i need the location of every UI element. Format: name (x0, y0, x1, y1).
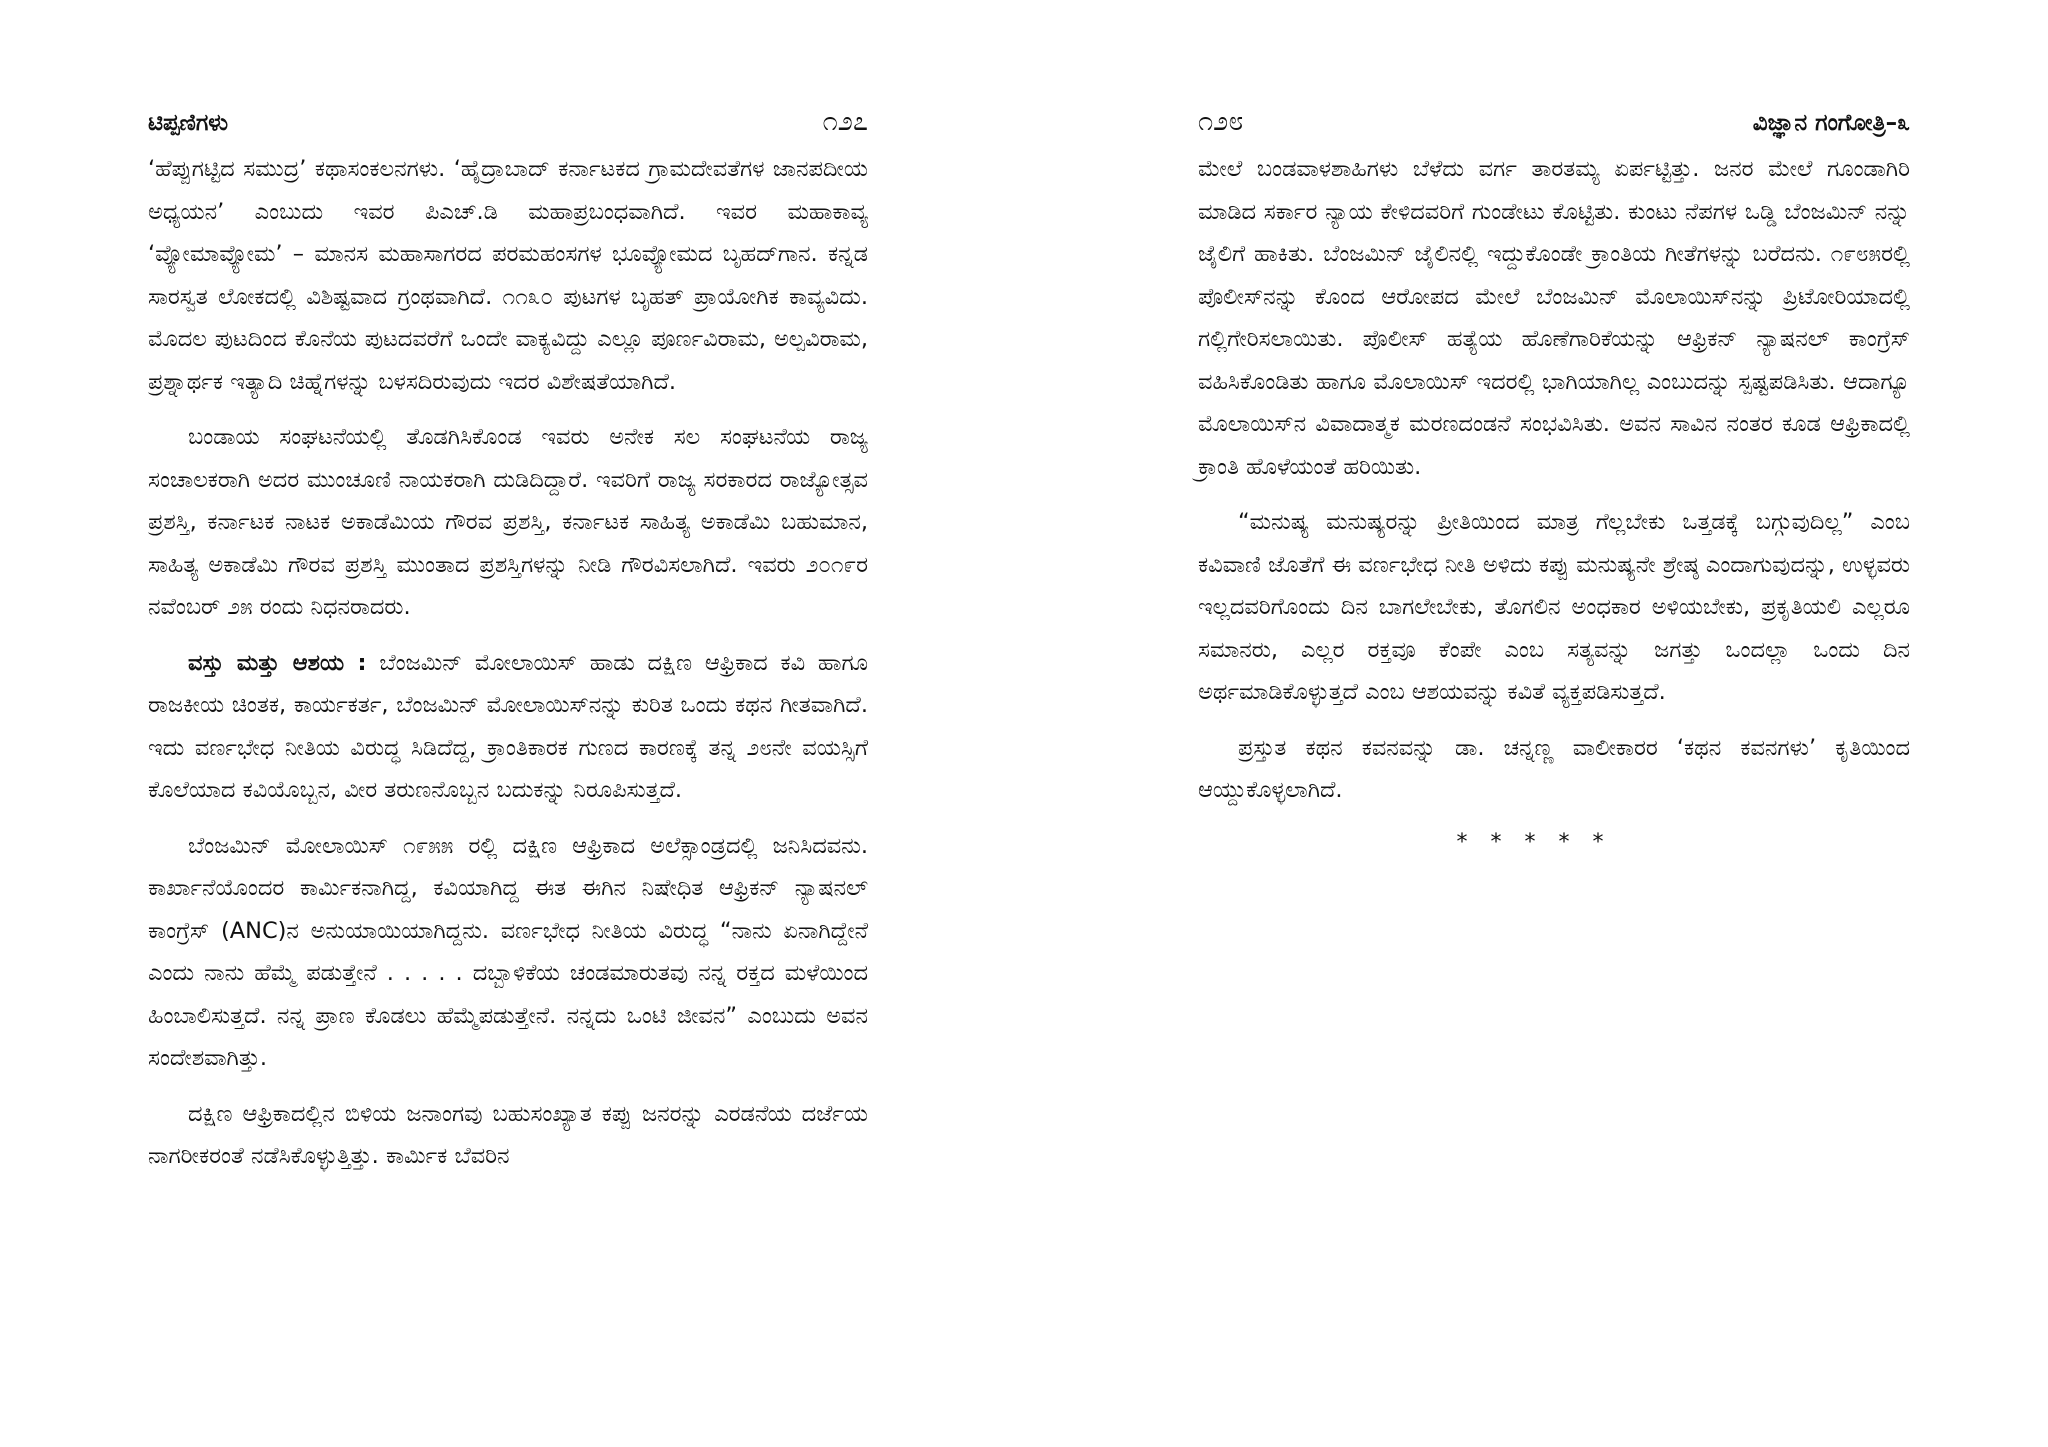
right-page-number: ೧೨೮ (1198, 106, 1244, 137)
paragraph: ‘ಹೆಪ್ಪುಗಟ್ಟಿದ ಸಮುದ್ರ’ ಕಥಾಸಂಕಲನಗಳು. ‘ಹೈದ್ರಾಬಾದ್ ಕರ್ನಾಟಕದ ಗ್ರಾಮದೇವತೆಗಳ ಜಾನಪದೀಯ ಅಧ್ಯಯನ’ ಎಂಬುದು ಇವರ ಪಿಎಚ್.ಡಿ ಮಹಾಪ್ರಬಂಧವಾಗಿದೆ. ಇವರ ಮಹಾಕಾವ್ಯ ‘ವ್ಯೋಮಾವ್ಯೋಮ’ – ಮಾನಸ ಮಹಾಸಾಗರದ ಪರಮಹಂಸಗಳ ಭೂವ್ಯೋಮದ ಬೃಹದ್‌ಗಾನ. ಕನ್ನಡ ಸಾರಸ್ವತ ಲೋಕದಲ್ಲಿ ವಿಶಿಷ್ಟವಾದ ಗ್ರಂಥವಾಗಿದೆ. ೧೧೩೦ ಪುಟಗಳ ಬೃಹತ್ ಪ್ರಾಯೋಗಿಕ ಕಾವ್ಯವಿದು. ಮೊದಲ ಪುಟದಿಂದ ಕೊನೆಯ ಪುಟದವರೆಗೆ ಒಂದೇ ವಾಕ್ಯವಿದ್ದು ಎಲ್ಲೂ ಪೂರ್ಣವಿರಾಮ, ಅಲ್ಪವಿರಾಮ, ಪ್ರಶ್ನಾರ್ಥಕ ಇತ್ಯಾದಿ ಚಿಹ್ನೆಗಳನ್ನು ಬಳಸದಿರುವುದು ಇದರ ವಿಶೇಷತೆಯಾಗಿದೆ. (148, 156, 868, 395)
paragraph: “ಮನುಷ್ಯ ಮನುಷ್ಯರನ್ನು ಪ್ರೀತಿಯಿಂದ ಮಾತ್ರ ಗೆಲ್ಲಬೇಕು ಒತ್ತಡಕ್ಕೆ ಬಗ್ಗುವುದಿಲ್ಲ” ಎಂಬ ಕವಿವಾಣಿ ಜೊತೆಗೆ ಈ ವರ್ಣಭೇಧ ನೀತಿ ಅಳಿದು ಕಪ್ಪು ಮನುಷ್ಯನೇ ಶ್ರೇಷ್ಠ ಎಂದಾಗುವುದನ್ನು, ಉಳ್ಳವರು ಇಲ್ಲದವರಿಗೊಂದು ದಿನ ಬಾಗಲೇಬೇಕು, ತೊಗಲಿನ ಅಂಧಕಾರ ಅಳಿಯಬೇಕು, ಪ್ರಕೃತಿಯಲಿ ಎಲ್ಲರೂ ಸಮಾನರು, ಎಲ್ಲರ ರಕ್ತವೂ ಕೆಂಪೇ ಎಂಬ ಸತ್ಯವನ್ನು ಜಗತ್ತು ಒಂದಲ್ಲಾ ಒಂದು ದಿನ ಅರ್ಥಮಾಡಿಕೊಳ್ಳುತ್ತದೆ ಎಂಬ ಆಶಯವನ್ನು ಕವಿತೆ ವ್ಯಕ್ತಪಡಿಸುತ್ತದೆ. (1198, 509, 1910, 705)
right-page-header (1198, 100, 1910, 144)
end-marker: * * * * * (1456, 829, 1612, 855)
left-page (148, 100, 868, 1400)
right-header-title: ವಿಜ್ಞಾನ ಗಂಗೋತ್ರಿ–೩ (1752, 110, 1910, 136)
paragraph: ಬೆಂಜಮಿನ್ ಮೋಲಾಯಿಸ್ ೧೯೫೫ ರಲ್ಲಿ ದಕ್ಷಿಣ ಆಫ್ರಿಕಾದ ಅಲೆಕ್ಸಾಂಡ್ರದಲ್ಲಿ ಜನಿಸಿದವನು. ಕಾರ್ಖಾನೆಯೊಂದರ ಕಾರ್ಮಿಕನಾಗಿದ್ದ, ಕವಿಯಾಗಿದ್ದ ಈತ ಈಗಿನ ನಿಷೇಧಿತ ಆಫ್ರಿಕನ್ ನ್ಯಾಷನಲ್ ಕಾಂಗ್ರೆಸ್ (ANC)ನ ಅನುಯಾಯಿಯಾಗಿದ್ದನು. ವರ್ಣಭೇಧ ನೀತಿಯ ವಿರುದ್ಧ “ನಾನು ಏನಾಗಿದ್ದೇನೆ ಎಂದು ನಾನು ಹೆಮ್ಮೆ ಪಡುತ್ತೇನೆ . . . . . ದಬ್ಬಾಳಿಕೆಯ ಚಂಡಮಾರುತವು ನನ್ನ ರಕ್ತದ ಮಳೆಯಿಂದ ಹಿಂಬಾಲಿಸುತ್ತದೆ. ನನ್ನ ಪ್ರಾಣ ಕೊಡಲು ಹೆಮ್ಮೆಪಡುತ್ತೇನೆ. ನನ್ನದು ಒಂಟಿ ಜೀವನ” ಎಂಬುದು ಅವನ ಸಂದೇಶವಾಗಿತ್ತು. (148, 832, 868, 1071)
right-page (1198, 100, 1910, 1400)
paragraph-theme (148, 642, 868, 812)
left-header-title: ಟಿಪ್ಪಣಿಗಳು (148, 110, 229, 136)
paragraph: ಪ್ರಸ್ತುತ ಕಥನ ಕವನವನ್ನು ಡಾ. ಚನ್ನಣ್ಣ ವಾಲೀಕಾರರ ‘ಕಥನ ಕವನಗಳು’ ಕೃತಿಯಿಂದ ಆಯ್ದುಕೊಳ್ಳಲಾಗಿದೆ. (1198, 734, 1910, 803)
paragraph: ದಕ್ಷಿಣ ಆಫ್ರಿಕಾದಲ್ಲಿನ ಬಿಳಿಯ ಜನಾಂಗವು ಬಹುಸಂಖ್ಯಾತ ಕಪ್ಪು ಜನರನ್ನು ಎರಡನೆಯ ದರ್ಜೆಯ ನಾಗರೀಕರಂತೆ ನಡೆಸಿಕೊಳ್ಳುತ್ತಿತ್ತು. ಕಾರ್ಮಿಕ ಬೆವರಿನ (148, 1100, 868, 1169)
paragraph: ಮೇಲೆ ಬಂಡವಾಳಶಾಹಿಗಳು ಬೆಳೆದು ವರ್ಗ ತಾರತಮ್ಯ ಏರ್ಪಟ್ಟಿತ್ತು. ಜನರ ಮೇಲೆ ಗೂಂಡಾಗಿರಿ ಮಾಡಿದ ಸರ್ಕಾರ ನ್ಯಾಯ ಕೇಳಿದವರಿಗೆ ಗುಂಡೇಟು ಕೊಟ್ಟಿತು. ಕುಂಟು ನೆಪಗಳ ಒಡ್ಡಿ ಬೆಂಜಮಿನ್ ನನ್ನು ಜೈಲಿಗೆ ಹಾಕಿತು. ಬೆಂಜಮಿನ್ ಜೈಲಿನಲ್ಲಿ ಇದ್ದುಕೊಂಡೇ ಕ್ರಾಂತಿಯ ಗೀತೆಗಳನ್ನು ಬರೆದನು. ೧೯೮೫ರಲ್ಲಿ ಪೊಲೀಸ್‌ನನ್ನು ಕೊಂದ ಆರೋಪದ ಮೇಲೆ ಬೆಂಜಮಿನ್ ಮೊಲಾಯಿಸ್‌ನನ್ನು ಪ್ರಿಟೋರಿಯಾದಲ್ಲಿ ಗಲ್ಲಿಗೇರಿಸಲಾಯಿತು. ಪೊಲೀಸ್ ಹತ್ಯೆಯ ಹೊಣೆಗಾರಿಕೆಯನ್ನು ಆಫ್ರಿಕನ್ ನ್ಯಾಷನಲ್ ಕಾಂಗ್ರೆಸ್ ವಹಿಸಿಕೊಂಡಿತು ಹಾಗೂ ಮೊಲಾಯಿಸ್ ಇದರಲ್ಲಿ ಭಾಗಿಯಾಗಿಲ್ಲ ಎಂಬುದನ್ನು ಸ್ಪಷ್ಟಪಡಿಸಿತು. ಆದಾಗ್ಯೂ ಮೊಲಾಯಿಸ್‌ನ ವಿವಾದಾತ್ಮಕ ಮರಣದಂಡನೆ ಸಂಭವಿಸಿತು. ಅವನ ಸಾವಿನ ನಂತರ ಕೂಡ ಆಫ್ರಿಕಾದಲ್ಲಿ ಕ್ರಾಂತಿ ಹೊಳೆಯಂತೆ ಹರಿಯಿತು. (1198, 156, 1910, 480)
paragraph-theme-text: ಬೆಂಜಮಿನ್ ಮೋಲಾಯಿಸ್ ಹಾಡು ದಕ್ಷಿಣ ಆಫ್ರಿಕಾದ ಕವಿ ಹಾಗೂ ರಾಜಕೀಯ ಚಿಂತಕ, ಕಾರ್ಯಕರ್ತ, ಬೆಂಜಮಿನ್ ಮೋಲಾಯಿಸ್‌ನನ್ನು ಕುರಿತ ಒಂದು ಕಥನ ಗೀತವಾಗಿದೆ. ಇದು ವರ್ಣಭೇಧ ನೀತಿಯ ವಿರುದ್ಧ ಸಿಡಿದೆದ್ದ, ಕ್ರಾಂತಿಕಾರಕ ಗುಣದ ಕಾರಣಕ್ಕೆ ತನ್ನ ೨೮ನೇ ವಯಸ್ಸಿಗೆ ಕೊಲೆಯಾದ ಕವಿಯೊಬ್ಬನ, ವೀರ ತರುಣನೊಬ್ಬನ ಬದುಕನ್ನು ನಿರೂಪಿಸುತ್ತದೆ. (148, 649, 868, 803)
left-page-header (148, 100, 868, 144)
left-page-number: ೧೨೭ (822, 106, 868, 137)
theme-heading: ವಸ್ತು ಮತ್ತು ಆಶಯ : (188, 649, 367, 676)
paragraph: ಬಂಡಾಯ ಸಂಘಟನೆಯಲ್ಲಿ ತೊಡಗಿಸಿಕೊಂಡ ಇವರು ಅನೇಕ ಸಲ ಸಂಘಟನೆಯ ರಾಜ್ಯ ಸಂಚಾಲಕರಾಗಿ ಅದರ ಮುಂಚೂಣಿ ನಾಯಕರಾಗಿ ದುಡಿದಿದ್ದಾರೆ. ಇವರಿಗೆ ರಾಜ್ಯ ಸರಕಾರದ ರಾಜ್ಯೋತ್ಸವ ಪ್ರಶಸ್ತಿ, ಕರ್ನಾಟಕ ನಾಟಕ ಅಕಾಡೆಮಿಯ ಗೌರವ ಪ್ರಶಸ್ತಿ, ಕರ್ನಾಟಕ ಸಾಹಿತ್ಯ ಅಕಾಡೆಮಿ ಬಹುಮಾನ, ಸಾಹಿತ್ಯ ಅಕಾಡೆಮಿ ಗೌರವ ಪ್ರಶಸ್ತಿ ಮುಂತಾದ ಪ್ರಶಸ್ತಿಗಳನ್ನು ನೀಡಿ ಗೌರವಿಸಲಾಗಿದೆ. ಇವರು ೨೦೧೯ರ ನವೆಂಬರ್ ೨೫ ರಂದು ನಿಧನರಾದರು. (148, 424, 868, 620)
